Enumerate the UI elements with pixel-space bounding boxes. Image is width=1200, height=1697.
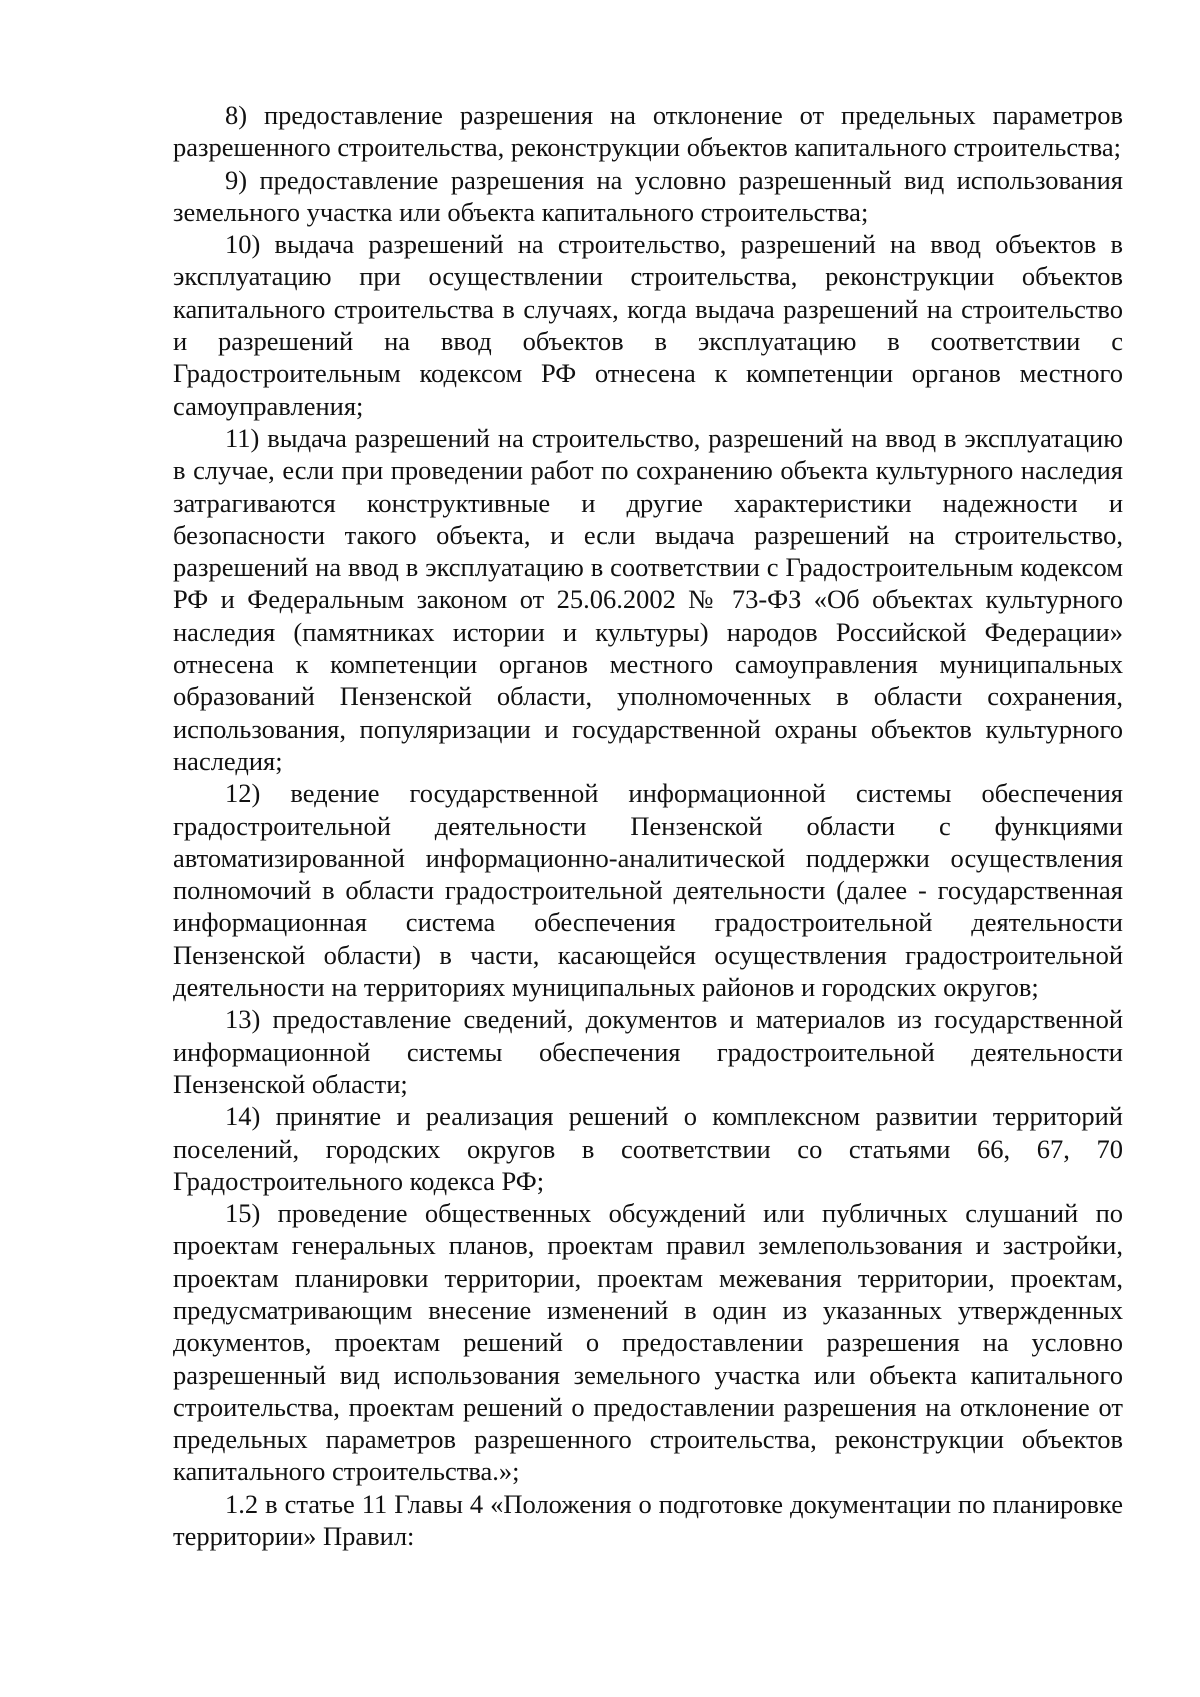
paragraph-item-13: 13) предоставление сведений, документов и материалов из государственной информационной системы обеспечения градостроительной деятельности Пензенской области; xyxy=(173,1004,1123,1099)
document-body xyxy=(173,99,1123,1552)
paragraph-clause-1-2: 1.2 в статье 11 Главы 4 «Положения о подготовке документации по планировке территории» Правил: xyxy=(173,1488,1123,1552)
paragraph-item-8: 8) предоставление разрешения на отклонение от предельных параметров разрешенного строительства, реконструкции объектов капитального строительства; xyxy=(173,100,1123,163)
paragraph-item-11: 11) выдача разрешений на строительство, разрешений на ввод в эксплуатацию в случае, если при проведении работ по сохранению объекта культурного наследия затрагиваются конструктивные и другие характеристики надежности и безопасности такого объекта, и если выдача разрешений на строительство, разрешений на ввод в эксплуатацию в соответствии с Градостроительным кодексом РФ и Федеральным законом от 25.06.2002 № 73-ФЗ «Об объектах культурного наследия (памятниках истории и культуры) народов Российской Федерации» отнесена к компетенции органов местного самоуправления муниципальных образований Пензенской области, уполномоченных в области сохранения, использования, популяризации и государственной охраны объектов культурного наследия; xyxy=(173,422,1123,776)
paragraph-item-14: 14) принятие и реализация решений о комплексном развитии территорий поселений, городских округов в соответствии со статьями 66, 67, 70 Градостроительного кодекса РФ; xyxy=(173,1101,1123,1196)
paragraph-item-10: 10) выдача разрешений на строительство, разрешений на ввод объектов в эксплуатацию при осуществлении строительства, реконструкции объектов капитального строительства в случаях, когда выдача разрешений на строительство и разрешений на ввод объектов в эксплуатацию в соответствии с Градостроительным кодексом РФ отнесена к компетенции органов местного самоуправления; xyxy=(173,229,1123,421)
paragraph-item-15: 15) проведение общественных обсуждений или публичных слушаний по проектам генеральных планов, проектам правил землепользования и застройки, проектам планировки территории, проектам межевания территории, проектам, предусматривающим внесение изменений в один из указанных утвержденных документов, проектам решений о предоставлении разрешения на условно разрешенный вид использования земельного участка или объекта капитального строительства, проектам решений о предоставлении разрешения на отклонение от предельных параметров разрешенного строительства, реконструкции объектов капитального строительства.»; xyxy=(173,1198,1123,1487)
paragraph-item-9: 9) предоставление разрешения на условно разрешенный вид использования земельного участка или объекта капитального строительства; xyxy=(173,164,1123,227)
paragraph-item-12: 12) ведение государственной информационной системы обеспечения градостроительной деятельности Пензенской области с функциями автоматизированной информационно-аналитической поддержки осуществления полномочий в области градостроительной деятельности (далее - государственная информационная система обеспечения градостроительной деятельности Пензенской области) в части, касающейся осуществления градостроительной деятельности на территориях муниципальных районов и городских округов; xyxy=(173,778,1123,1003)
